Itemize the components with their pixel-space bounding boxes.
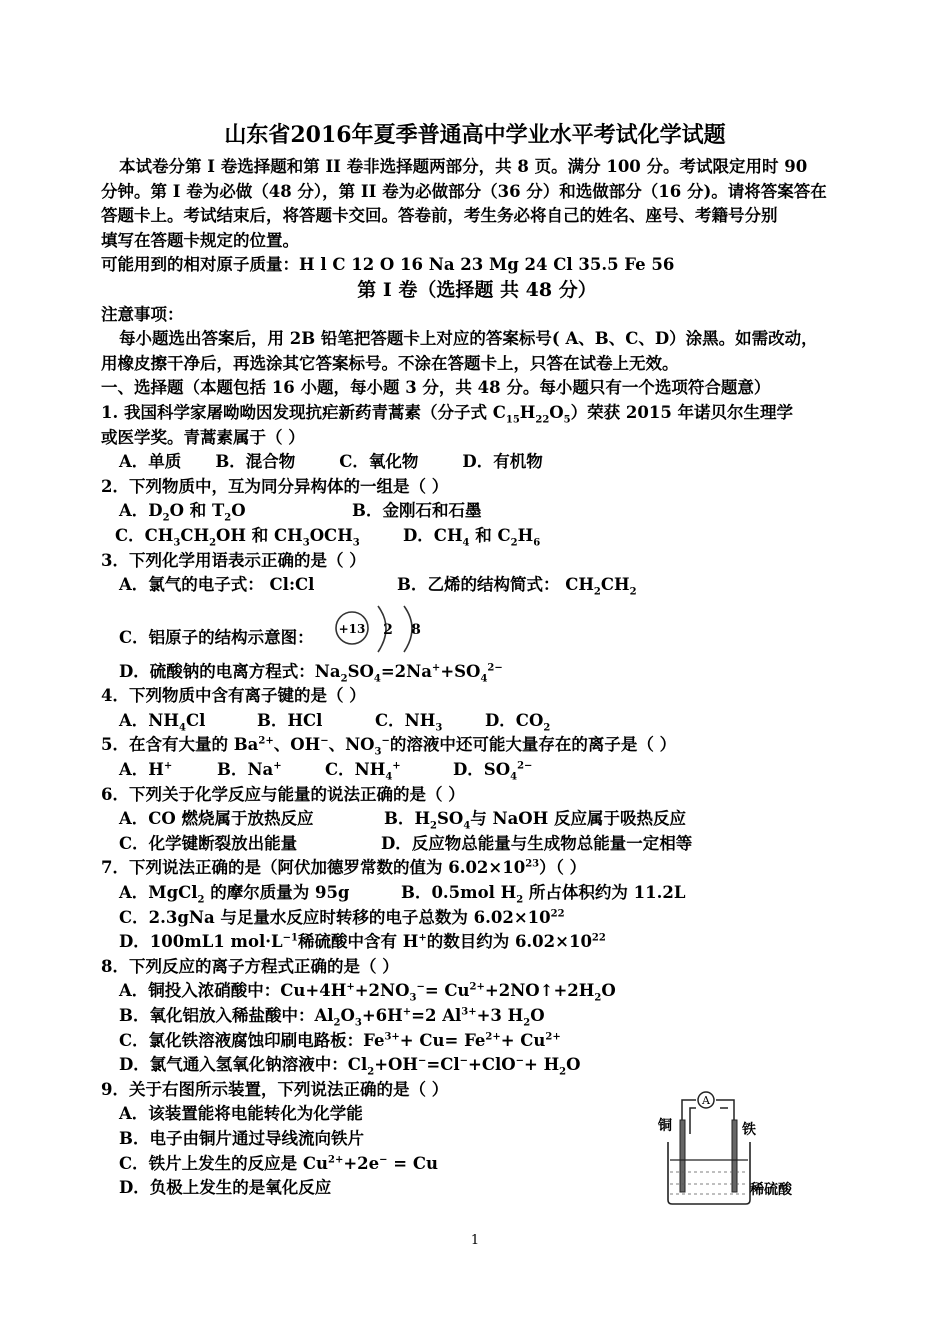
aluminum-atom-diagram <box>332 600 442 660</box>
intro-line: 分钟。第 I 卷为必做（48 分），第 II 卷为必做部分（36 分）和选做部分（16 分)。请将答案答在 <box>101 181 827 201</box>
question-2-options-ab: A．$D_2O$ 和 $T_2O$ B．金刚石和石墨 <box>119 501 482 524</box>
question-1-options <box>101 450 853 475</box>
question-3-stem: 3．下列化学用语表示正确的是（ ） <box>101 550 366 570</box>
question-5-stem: 5．在含有大量的 $Ba^{2+}$、OH−、$NO_3^-$的溶液中还可能大量存在的离子是（ ） <box>101 735 677 758</box>
label-dilute-sulfuric-acid: 稀硫酸 <box>750 1182 792 1198</box>
question-9-option-c: C．铁片上发生的反应是 $Cu^{2+}+2e^- = Cu$ <box>119 1153 439 1173</box>
option-c: C．氧化物 <box>339 452 419 472</box>
intro-line: 答题卡上。考试结束后，将答题卡交回。答卷前，考生务必将自己的姓名、座号、考籍号分别 <box>101 206 778 226</box>
question-8-option-d: D．氯气通入氢氧化钠溶液中：$Cl_2+OH^-=Cl^-+ClO^-+ H_2O$ <box>119 1055 581 1078</box>
intro-line: 填写在答题卡规定的位置。 <box>101 230 299 250</box>
question-2-options-cd: C．$CH_3CH_2OH$ 和 $CH_3OCH_3$ D．$CH_4$ 和 $C_2H_6$ <box>115 525 541 549</box>
question-7-stem: 7．下列说法正确的是（阿伏加德罗常数的值为 $6.02\times 10^{23}$）（ ） <box>101 858 587 878</box>
notice-line: 每小题选出答案后，用 2B 铅笔把答题卡上对应的答案标号( A、B、C、D）涂黑。如需改动， <box>119 329 818 349</box>
svg-text:A: A <box>702 1094 710 1107</box>
question-6-stem: 6．下列关于化学反应与能量的说法正确的是（ ） <box>101 784 465 804</box>
question-1-stem-2: 或医学奖。青蒿素属于（ ） <box>101 427 305 447</box>
question-8-option-c: C．氯化铁溶液腐蚀印刷电路板：$Fe^{3+}+ Cu= Fe^{2+}+ Cu^{2+}$ <box>119 1030 561 1050</box>
notice-label: 注意事项： <box>101 304 184 324</box>
question-3-options-ab: A．氯气的电子式： Cl:Cl B．乙烯的结构简式： $CH_2CH_2$ <box>119 575 637 598</box>
svg-text:+13: +13 <box>338 621 366 636</box>
question-6-options-ab: A．CO 燃烧属于放热反应 B．$H_2SO_4$与 NaOH 反应属于吸热反应 <box>119 809 687 832</box>
svg-text:2: 2 <box>383 621 393 638</box>
page-number: 1 <box>470 1233 480 1248</box>
question-9-option-a: A．该装置能将电能转化为化学能 <box>119 1104 363 1124</box>
question-9-option-d: D．负极上发生的是氧化反应 <box>119 1178 332 1198</box>
intro-line: 本试卷分第 I 卷选择题和第 II 卷非选择题两部分，共 8 页。满分 100 分。考试限定用时 90 <box>119 157 808 176</box>
option-b: B．混合物 <box>215 452 296 472</box>
question-7-option-c: C．2.3gNa 与足量水反应时转移的电子总数为 $6.02\times 10^{22}$ <box>119 907 565 927</box>
question-8-option-a: A．铜投入浓硝酸中：$Cu+4H^++2NO_3^-=$ $Cu^{2+}+2NO↑+2H_2O$ <box>119 981 616 1004</box>
label-copper: 铜 <box>658 1118 672 1134</box>
question-5-options: A．H+ B．Na+ C．$NH_4^+$ D．$SO_4^{2-}$ <box>119 760 533 783</box>
svg-text:8: 8 <box>411 621 421 638</box>
galvanic-cell-diagram <box>654 1090 804 1208</box>
copper-electrode <box>680 1120 685 1192</box>
question-6-options-cd: C．化学键断裂放出能量 D．反应物总能量与生成物总能量一定相等 <box>119 833 693 853</box>
notice-line: 用橡皮擦干净后，再选涂其它答案标号。不涂在答题卡上，只答在试卷上无效。 <box>101 353 679 373</box>
question-7-options-ab: A．MgCl$_2$ 的摩尔质量为 95g B．0.5mol $H_2$ 所占体积约为 11.2L <box>119 883 686 906</box>
question-8-option-b: B．氧化铝放入稀盐酸中：$Al_2O_3+6H^+=2$ $Al^{3+}+3$ $H_2O$ <box>119 1006 545 1029</box>
label-iron: 铁 <box>742 1122 756 1138</box>
question-4-options: A．$NH_4Cl$ B．HCl C．$NH_3$ D．$CO_2$ <box>119 710 551 734</box>
section-title: 第 I 卷（选择题 共 48 分） <box>357 278 597 301</box>
question-1-stem: 1. 我国科学家屠呦呦因发现抗疟新药青蒿素（分子式 $C_{15}H_{22}O_5$）荣获 2015 年诺贝尔生理学 <box>101 402 794 426</box>
question-9-stem: 9．关于右图所示装置，下列说法正确的是（ ） <box>101 1079 449 1099</box>
atomic-masses: 可能用到的相对原子质量：H l C 12 O 16 Na 23 Mg 24 Cl 35.5 Fe 56 <box>101 255 675 275</box>
exam-body <box>101 155 853 1201</box>
question-4-stem: 4．下列物质中含有离子键的是（ ） <box>101 686 366 706</box>
option-d: D．有机物 <box>462 452 543 472</box>
question-2-stem: 2．下列物质中，互为同分异构体的一组是（ ） <box>101 476 449 496</box>
question-7-option-d: D．100mL1 $mol\cdot L^{-1}$稀硫酸中含有 H+的数目约为 $6.02\times 10^{22}$ <box>119 932 606 952</box>
iron-electrode <box>732 1120 737 1192</box>
question-3-option-d: D．硫酸钠的电离方程式：$Na_2SO_4=2Na^++SO_4^{2-}$ <box>119 661 503 684</box>
question-3-option-c: C．铝原子的结构示意图： +13 2 8 <box>101 598 853 660</box>
question-9-option-b: B．电子由铜片通过导线流向铁片 <box>119 1128 364 1148</box>
page-title: 山东省2016年夏季普通高中学业水平考试化学试题 <box>224 122 726 148</box>
option-a: A．单质 <box>119 452 182 472</box>
question-8-stem: 8．下列反应的离子方程式正确的是（ ） <box>101 956 399 976</box>
part1-heading: 一、选择题（本题包括 16 小题，每小题 3 分，共 48 分。每小题只有一个选项符合题意） <box>101 378 771 398</box>
